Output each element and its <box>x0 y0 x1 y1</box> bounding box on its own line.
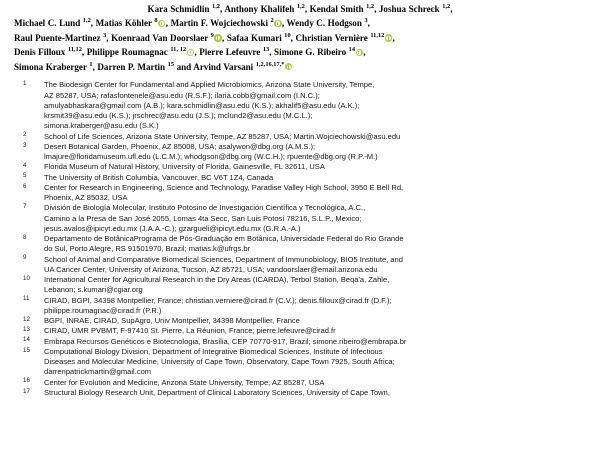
affiliation-text-line: UA Cancer Center, University of Arizona, Tucson, AZ 85721, USA; vandoorslaer@email.arizona.edu <box>44 264 378 274</box>
author-name: Joshua Schreck <box>378 4 443 15</box>
affiliation-text-line: Camino a la Presa de San José 2055, Lomas 4ta Secc, San Luis Potosí 78216, S.L.P., Mexico; <box>44 213 362 223</box>
affiliation-text <box>36 142 586 163</box>
affiliation-text-line: Structural Biology Research Unit, Department of Clinical Laboratory Sciences, University of Cape Town, <box>44 387 390 397</box>
author-name: Darren P. Martin <box>97 61 168 72</box>
affiliation-item <box>14 347 586 378</box>
affiliation-text-line: CIRAD, UMR PVBMT, F-97410 St. Pierre, La Réunion, France; pierre.lefeuvre@cirad.fr <box>44 326 336 336</box>
affiliation-text-line: Diseases and Molecular Medicine, University of Cape Town, Observatory, Cape Town 7925, South Africa; <box>44 357 395 367</box>
affiliation-text <box>36 337 586 347</box>
affiliation-number: 16 <box>23 377 30 385</box>
affiliation-number: 5 <box>23 172 27 180</box>
author-affiliation-marker: 1,2 <box>366 3 375 10</box>
author-affiliation-marker: 11,12 <box>370 31 385 39</box>
affiliation-text <box>36 347 586 378</box>
author-line: Denis Filloux $^{11,12}$, Philippe Roumagnac $^{11, 12}$ , Pierre Lefeuvre $^{13}$, Simone G. Ribeiro $^{14}$ , <box>14 46 366 58</box>
affiliation-text-line: lmajure@floridamuseum.ufl.edu (L.C.M.); whodgson@dbg.org (W.C.H.); rpuente@dbg.org (R.P.-M.) <box>44 152 378 162</box>
affiliation-item <box>14 255 586 276</box>
affiliation-text <box>36 162 586 172</box>
author-affiliation-marker: 11,12 <box>67 46 82 54</box>
affiliation-text-line: krsmit39@asu.edu (K.S.); jrschrec@asu.edu (J.S.); mclund2@asu.edu (M.C.L.); <box>44 111 313 121</box>
affiliation-item <box>14 142 586 163</box>
affiliation-number: 3 <box>23 141 27 149</box>
affiliation-text-line: do Sul, Porto Alegre, RS 91501970, Brazil; matias.k@ufrgs.br <box>44 244 251 254</box>
author-affiliation-marker: 1 <box>89 60 93 68</box>
author-affiliation-marker: 3 <box>103 31 107 39</box>
affiliation-text <box>36 378 586 388</box>
affiliation-text <box>36 203 586 234</box>
author-name: Safaa Kumari <box>226 33 285 43</box>
affiliation-number: 15 <box>23 346 30 354</box>
affiliation-text-line: Embrapa Recursos Genéticos e Biotecnologia, Brasília, CEP 70770-917, Brazil; simone.ribeiro@embrapa.br <box>44 336 407 346</box>
affiliation-text <box>36 80 586 131</box>
affiliation-item <box>14 132 586 142</box>
author-line: Raul Puente-Martinez $^3$, Koenraad Van Doorslaer $^9$ , Safaa Kumari $^{10}$, Christian Vernière $^{11,12}$ , <box>14 31 395 43</box>
affiliation-item <box>14 378 586 388</box>
affiliation-text <box>36 326 586 336</box>
orcid-icon[interactable] <box>158 20 165 27</box>
author-affiliation-marker: 8 <box>154 17 158 25</box>
author-name: Kara Schmidlin <box>147 4 212 15</box>
affiliation-text-line: Departamento de BotânicaPrograma de Pós-Graduação em Botânica, Universidade Federal do Rio Grande <box>44 234 404 244</box>
author-byline <box>0 0 600 73</box>
affiliation-item <box>14 183 586 204</box>
affiliation-text-line: simona.kraberger@asu.edu (S.K.) <box>44 121 159 131</box>
affiliation-number: 1 <box>23 80 27 88</box>
affiliation-text-line: Center for Evolution and Medicine, Arizona State University, Tempe, AZ 85287, USA <box>44 377 325 387</box>
affiliation-number: 6 <box>23 182 27 190</box>
orcid-icon[interactable] <box>187 49 194 56</box>
affiliation-text-line: Phoenix, AZ 85032, USA <box>44 193 128 203</box>
affiliation-text <box>36 173 586 183</box>
affiliation-item <box>14 234 586 255</box>
orcid-icon[interactable] <box>274 20 281 27</box>
affiliation-item <box>14 296 586 317</box>
affiliation-text <box>36 183 586 204</box>
affiliation-text <box>36 132 586 142</box>
author-line: Michael C. Lund $^{1,2}$, Matias Köhler $^8$ , Martin F. Wojciechowski $^2$ , Wendy C. Hodgson $^3$, <box>14 17 370 29</box>
affiliation-text-line: The Biodesign Center for Fundamental and Applied Microbiomics, Arizona State University, Tempe, <box>44 80 375 90</box>
affiliation-item <box>14 388 586 398</box>
affiliation-text <box>36 296 586 317</box>
affiliation-item <box>14 80 586 131</box>
affiliation-number: 11 <box>23 295 30 303</box>
author-affiliation-marker: 1,2 <box>296 3 305 10</box>
author-name: Kendal Smith <box>309 4 367 15</box>
author-affiliation-marker: 1,2,16,17,* <box>255 60 285 68</box>
author-name: Christian Vernière <box>295 33 371 43</box>
author-name: Simone G. Ribeiro <box>274 47 349 58</box>
affiliation-item <box>14 173 586 183</box>
author-affiliation-marker: 2 <box>270 17 274 25</box>
author-line: Simona Kraberger $^1$, Darren P. Martin $^{15}$ and Arvind Varsani $^{1,2,16,17,*}$ <box>14 59 586 73</box>
affiliation-text-line: BGPI, INRAE, CIRAD, SupAgro, Univ Montpellier, 34398 Montpellier, France <box>44 316 300 326</box>
author-affiliation-marker: 14 <box>348 46 356 54</box>
author-affiliation-marker: 9 <box>210 31 214 39</box>
affiliation-text <box>36 388 586 398</box>
affiliation-number: 13 <box>23 326 30 334</box>
affiliations-list <box>0 80 600 398</box>
affiliation-text-line: Lebanon; s.kumari@cgiar.org <box>44 285 143 295</box>
affiliation-number: 4 <box>23 162 27 170</box>
author-affiliation-marker: 1,2 <box>82 17 91 25</box>
affiliation-text-line: philippe.roumagnac@cirad.fr (P.R.) <box>44 305 162 315</box>
author-name: Raul Puente-Martinez <box>14 33 104 43</box>
affiliation-text-line: jesus.avalos@ipicyt.edu.mx (J.A.A.-C.); gzargueli@ipicyt.edu.mx (G.R.A.-A.) <box>44 223 301 233</box>
affiliation-item <box>14 337 586 347</box>
author-affiliation-marker: 15 <box>167 60 175 68</box>
affiliation-number: 14 <box>23 336 30 344</box>
author-name: Simona Kraberger <box>14 61 90 72</box>
author-affiliation-marker: 13 <box>262 46 270 54</box>
affiliation-text-line: AZ 85287, USA; rafasfontenele@asu.edu (R.S.F.); ilaria.cobb@gmail.com (I.N.C.); <box>44 90 320 100</box>
author-name: Martin F. Wojciechowski <box>170 18 271 29</box>
affiliation-item <box>14 275 586 296</box>
author-affiliation-marker: 11, 12 <box>170 46 187 54</box>
affiliation-item <box>14 162 586 172</box>
affiliation-number: 9 <box>23 254 27 262</box>
orcid-icon[interactable] <box>385 34 392 41</box>
affiliation-text-line: Center for Research in Engineering, Science and Technology, Paradise Valley High School, 3950 E Bell Rd, <box>44 182 404 192</box>
affiliation-text <box>36 255 586 276</box>
affiliation-number: 2 <box>23 131 27 139</box>
author-name: Philippe Roumagnac <box>86 47 171 58</box>
author-affiliation-marker: 1,2 <box>442 3 451 10</box>
author-name: Pierre Lefeuvre <box>199 47 263 58</box>
affiliation-text-line: School of Animal and Comparative Biomedical Sciences, Department of Immunobiology, BIO5 Institute, and <box>44 254 403 264</box>
orcid-icon[interactable] <box>285 63 292 70</box>
author-line: Kara Schmidlin $^{1,2}$, Anthony Khalifeh $^{1,2}$, Kendal Smith $^{1,2}$, Joshua Schreck $^{1,2}$, <box>147 3 453 15</box>
affiliation-number: 17 <box>23 387 30 395</box>
orcid-icon[interactable] <box>356 49 363 56</box>
affiliation-text-line: amulyabhaskara@gmail.com (A.B.); kara.schmidlin@asu.edu (K.S.); akhalif5@asu.edu (A.K.); <box>44 100 360 110</box>
affiliation-text-line: The University of British Columbia, Vancouver, BC V6T 1Z4, Canada <box>44 172 274 182</box>
affiliation-text <box>36 316 586 326</box>
author-affiliation-marker: 1,2 <box>212 3 220 10</box>
author-affiliation-marker: 10 <box>284 31 291 39</box>
affiliation-text <box>36 234 586 255</box>
affiliation-number: 8 <box>23 233 27 241</box>
affiliation-text-line: School of Life Sciences, Arizona State University, Tempe, AZ 85287, USA; Martin.Wojciechowski@asu.edu <box>44 131 401 141</box>
affiliation-text-line: Desert Botanical Garden, Phoenix, AZ 85008, USA; asalywon@dbg.org (A.M.S.); <box>44 141 316 151</box>
affiliation-text <box>36 275 586 296</box>
author-affiliation-marker: 3 <box>364 17 368 25</box>
orcid-icon[interactable] <box>214 34 221 41</box>
author-name: Arvind Varsani <box>193 61 256 72</box>
author-name: Denis Filloux <box>14 47 68 58</box>
affiliation-text-line: CIRAD, BGPI, 34398 Montpellier, France; christian.verniere@cirad.fr (C.V.); denis.filloux@cirad.fr (D.F.); <box>44 295 392 305</box>
author-name: Matias Köhler <box>95 18 155 29</box>
affiliation-text-line: International Center for Agricultural Research in the Dry Areas (ICARDA), Terbol Station, Beqa'a, Zahle, <box>44 275 390 285</box>
affiliation-item <box>14 203 586 234</box>
affiliation-number: 12 <box>23 315 30 323</box>
affiliation-text-line: Computational Biology Division, Department of Integrative Biomedical Sciences, Institute of Infectious <box>44 346 383 356</box>
affiliation-number: 10 <box>23 274 30 282</box>
author-name: Michael C. Lund <box>14 18 83 29</box>
affiliation-text-line: Florida Museum of Natural History, University of Florida, Gainesville, FL 32611, USA <box>44 162 325 172</box>
affiliation-item <box>14 316 586 326</box>
author-name: Wendy C. Hodgson <box>286 18 365 29</box>
affiliation-item <box>14 326 586 336</box>
author-name: Anthony Khalifeh <box>224 4 297 15</box>
affiliation-text-line: darrenpatrickmartin@gmail.com <box>44 367 152 377</box>
affiliation-number: 7 <box>23 203 27 211</box>
author-name: Koenraad Van Doorslaer <box>111 33 211 43</box>
affiliation-text-line: División de Biología Molecular, Instituto Potosino de Investigación Científica y Tecnológica, A.C., <box>44 203 366 213</box>
